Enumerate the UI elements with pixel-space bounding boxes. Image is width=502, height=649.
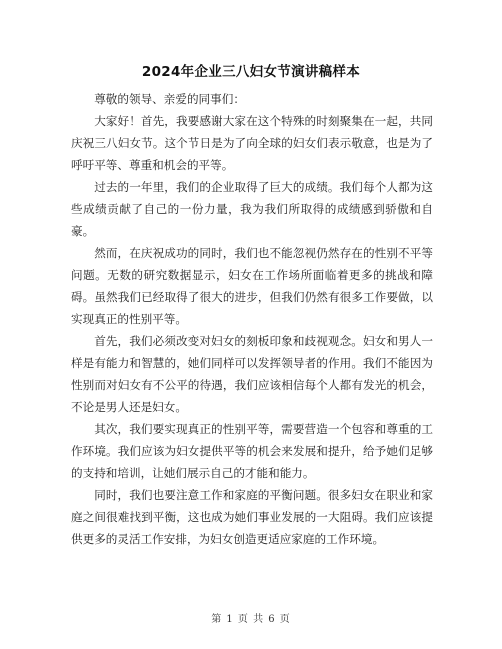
document-title: 2024年企业三八妇女节演讲稿样本 — [141, 64, 361, 80]
page-number: 第 1 页 共 6 页 — [211, 614, 291, 625]
paragraph: 过去的一年里，我们的企业取得了巨大的成绩。我们每个人都为这些成绩贡献了自己的一份力量，我为我们所取得的成绩感到骄傲和自豪。 — [71, 180, 433, 238]
paragraph: 然而，在庆祝成功的同时，我们也不能忽视仍然存在的性别不平等问题。无数的研究数据显示，妇女在工作场所面临着更多的挑战和障碍。虽然我们已经取得了很大的进步，但我们仍然有很多工作要做，以实现真正的性别平等。 — [71, 246, 433, 326]
paragraph: 大家好！首先，我要感谢大家在这个特殊的时刻聚集在一起，共同庆祝三八妇女节。这个节日是为了向全球的妇女们表示敬意，也是为了呼吁平等、尊重和机会的平等。 — [71, 114, 433, 172]
document-body — [71, 88, 433, 550]
paragraph: 其次，我们要实现真正的性别平等，需要营造一个包容和尊重的工作环境。我们应该为妇女提供平等的机会来发展和提升，给予她们足够的支持和培训，让她们展示自己的才能和能力。 — [71, 422, 433, 480]
paragraph: 首先，我们必须改变对妇女的刻板印象和歧视观念。妇女和男人一样是有能力和智慧的，她们同样可以发挥领导者的作用。我们不能因为性别而对妇女有不公平的待遇，我们应该相信每个人都有发光的机会，不论是男人还是妇女。 — [71, 334, 433, 414]
paragraph: 同时，我们也要注意工作和家庭的平衡问题。很多妇女在职业和家庭之间很难找到平衡，这也成为她们事业发展的一大阻碍。我们应该提供更多的灵活工作安排，为妇女创造更适应家庭的工作环境。 — [71, 488, 433, 546]
greeting: 尊敬的领导、亲爱的同事们： — [94, 92, 245, 106]
